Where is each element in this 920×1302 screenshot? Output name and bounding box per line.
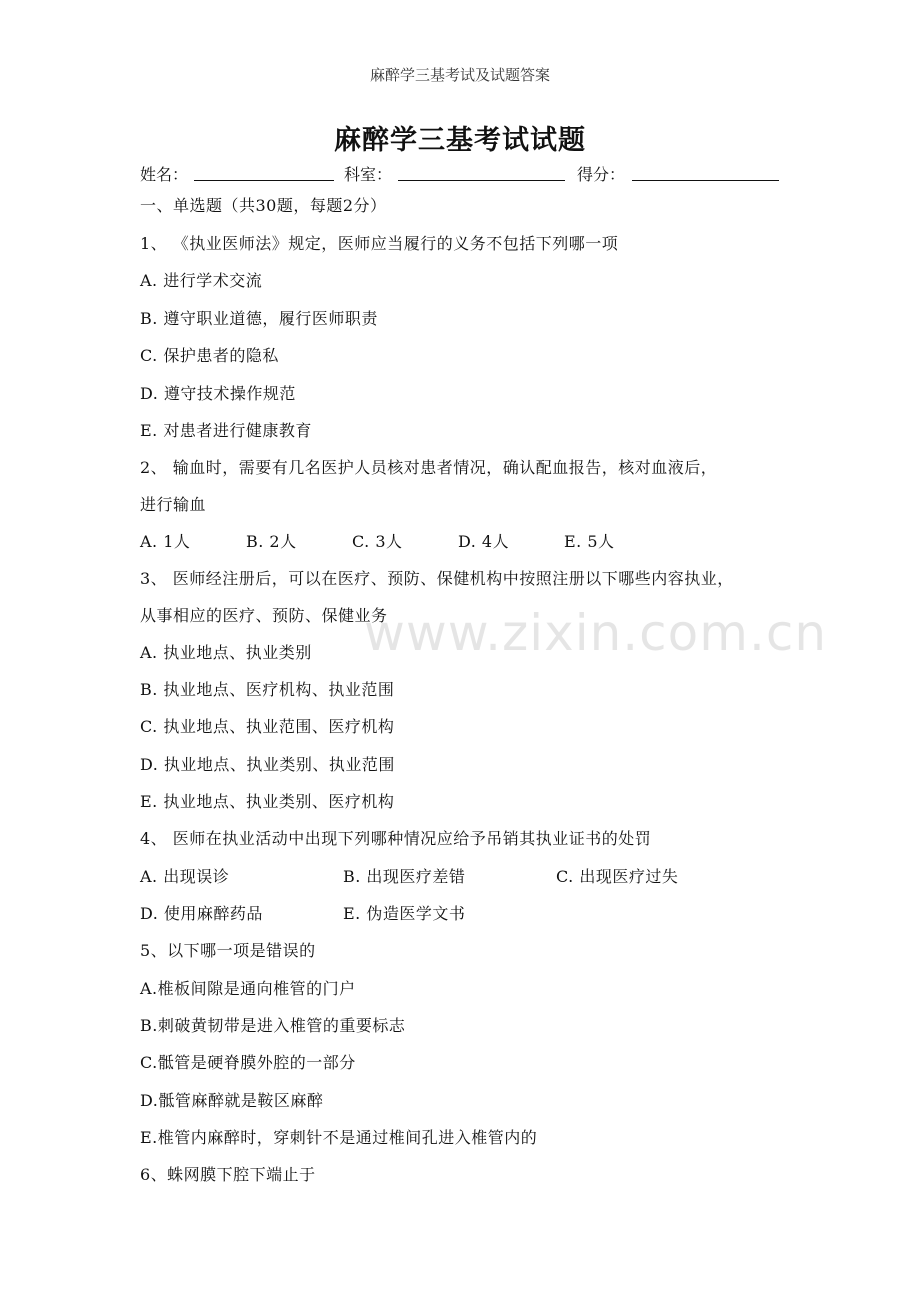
question-5-option-c: C.骶管是硬脊膜外腔的一部分 bbox=[140, 1053, 356, 1072]
question-5-option-e: E.椎管内麻醉时，穿刺针不是通过椎间孔进入椎管内的 bbox=[140, 1128, 538, 1147]
question-3-option-c: C. 执业地点、执业范围、医疗机构 bbox=[140, 717, 395, 736]
question-1-option-c: C. 保护患者的隐私 bbox=[140, 346, 279, 365]
question-5-option-a: A.椎板间隙是通向椎管的门户 bbox=[140, 979, 356, 998]
question-4-option-c: C. 出现医疗过失 bbox=[556, 867, 679, 886]
question-1-option-e: E. 对患者进行健康教育 bbox=[140, 421, 312, 440]
question-5-option-d: D.骶管麻醉就是鞍区麻醉 bbox=[140, 1091, 324, 1110]
name-label: 姓名： bbox=[140, 165, 189, 184]
score-blank-line bbox=[632, 180, 779, 181]
question-3-stem-line2: 从事相应的医疗、预防、保健业务 bbox=[140, 606, 388, 625]
question-1-option-d: D. 遵守技术操作规范 bbox=[140, 384, 296, 403]
question-2-option-a: A. 1人 bbox=[140, 532, 191, 551]
watermark: www.zixin.com.cn bbox=[364, 604, 828, 662]
question-5-option-b: B.刺破黄韧带是进入椎管的重要标志 bbox=[140, 1016, 406, 1035]
page-header: 麻醉学三基考试及试题答案 bbox=[369, 66, 550, 84]
question-3-option-d: D. 执业地点、执业类别、执业范围 bbox=[140, 755, 395, 774]
question-2-option-b: B. 2人 bbox=[246, 532, 297, 551]
question-2-option-d: D. 4人 bbox=[458, 532, 510, 551]
question-1-option-b: B. 遵守职业道德，履行医师职责 bbox=[140, 309, 378, 328]
question-3-option-b: B. 执业地点、医疗机构、执业范围 bbox=[140, 680, 395, 699]
question-1-stem: 1、 《执业医师法》规定，医师应当履行的义务不包括下列哪一项 bbox=[140, 234, 619, 253]
question-4-option-d: D. 使用麻醉药品 bbox=[140, 904, 263, 923]
question-3-option-e: E. 执业地点、执业类别、医疗机构 bbox=[140, 792, 395, 811]
question-3-option-a: A. 执业地点、执业类别 bbox=[140, 643, 312, 662]
name-blank-line bbox=[194, 180, 334, 181]
question-2-stem-line1: 2、 输血时，需要有几名医护人员核对患者情况，确认配血报告，核对血液后， bbox=[140, 458, 718, 477]
question-2-option-e: E. 5人 bbox=[564, 532, 615, 551]
question-5-stem: 5、以下哪一项是错误的 bbox=[140, 941, 316, 960]
dept-label: 科室： bbox=[344, 165, 393, 184]
page-title: 麻醉学三基考试试题 bbox=[334, 125, 586, 156]
section-heading: 一、单选题（共30题，每题2分） bbox=[140, 196, 387, 215]
question-6-stem: 6、蛛网膜下腔下端止于 bbox=[140, 1165, 316, 1184]
question-4-stem: 4、 医师在执业活动中出现下列哪种情况应给予吊销其执业证书的处罚 bbox=[140, 829, 652, 848]
question-4-option-a: A. 出现误诊 bbox=[140, 867, 230, 886]
question-4-option-e: E. 伪造医学文书 bbox=[343, 904, 466, 923]
score-label: 得分： bbox=[577, 165, 626, 184]
question-2-stem-line2: 进行输血 bbox=[140, 495, 207, 514]
dept-blank-line bbox=[398, 180, 565, 181]
question-1-option-a: A. 进行学术交流 bbox=[140, 271, 263, 290]
info-row bbox=[140, 160, 782, 186]
question-4-option-b: B. 出现医疗差错 bbox=[343, 867, 466, 886]
question-2-option-c: C. 3人 bbox=[352, 532, 403, 551]
question-3-stem-line1: 3、 医师经注册后，可以在医疗、预防、保健机构中按照注册以下哪些内容执业， bbox=[140, 569, 734, 588]
